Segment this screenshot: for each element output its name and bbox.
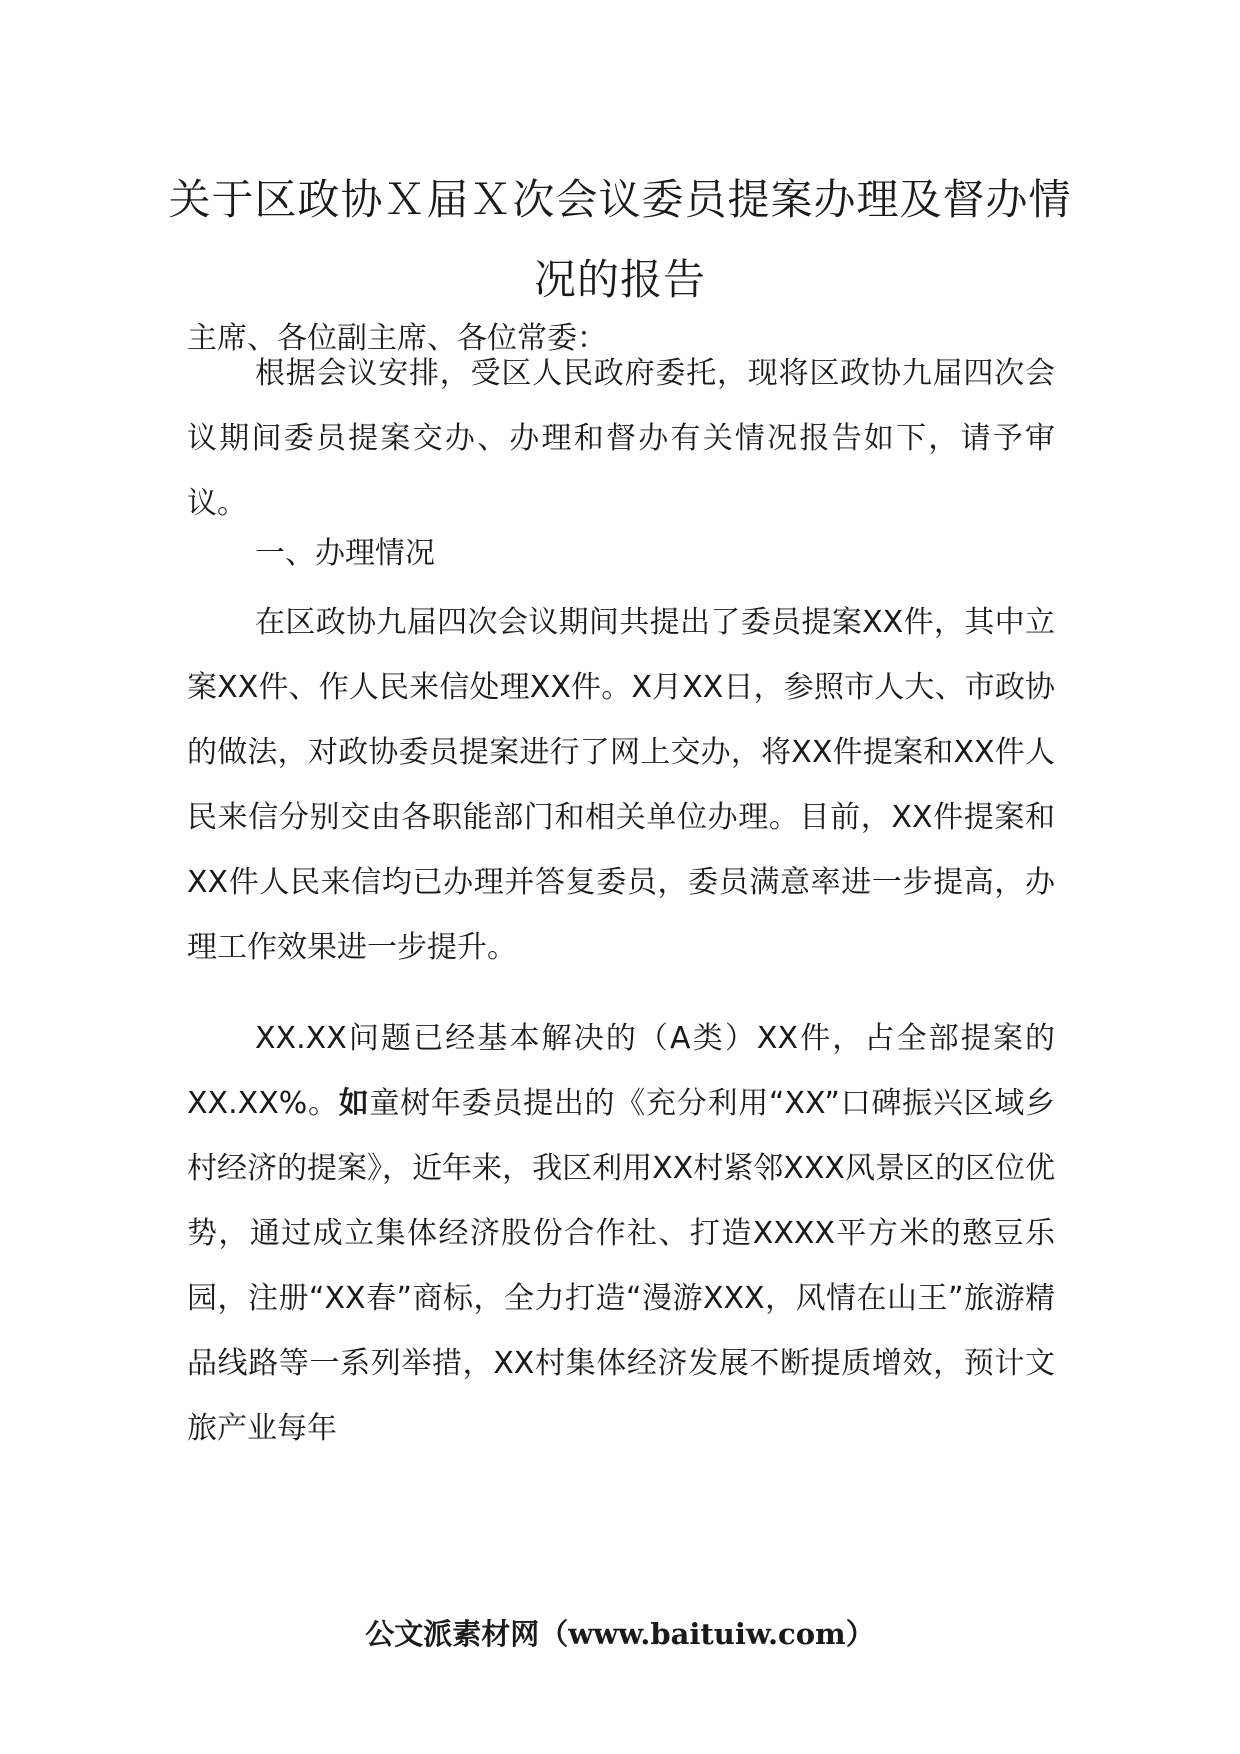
paragraph-2-start: XX.XX问题已经基本解决的（A类）XX件，占全部提案的XX.XX%。 (187, 1021, 1055, 1121)
section1-paragraph-2 (187, 1006, 1055, 1461)
document-title: 关于区政协Ｘ届Ｘ次会议委员提案办理及督办情况的报告 (168, 175, 1072, 304)
intro-paragraph: 根据会议安排，受区人民政府委托，现将区政协九届四次会议期间委员提案交办、办理和督办有关情况报告如下，请予审议。 (187, 356, 1055, 521)
footer-watermark: 公文派素材网（www.baituiw.com） (365, 1617, 875, 1651)
section1-paragraph-1: 在区政协九届四次会议期间共提出了委员提案XX件，其中立案XX件、作人民来信处理XX件。X月XX日，参照市人大、市政协的做法，对政协委员提案进行了网上交办，将XX件提案和XX件人民来信分别交由各职能部门和相关单位办理。目前，XX件提案和XX件人民来信均已办理并答复委员，委员满意率进一步提高，办理工作效果进一步提升。 (187, 605, 1055, 965)
paragraph-2-rest: 童树年委员提出的《充分利用“XX”口碑振兴区域乡村经济的提案》，近年来，我区利用XX村紧邻XXX风景区的区位优势，通过成立集体经济股份合作社、打造XXXX平方米的憨豆乐园，注册“XX春”商标，全力打造“漫游XXX，风情在山王”旅游精品线路等一系列举措，XX村集体经济发展不断提质增效，预计文旅产业每年 (187, 1086, 1056, 1446)
section-heading-1: 一、办理情况 (255, 536, 435, 571)
salutation: 主席、各位副主席、各位常委： (187, 321, 607, 356)
paragraph-2-bold-char: 如 (338, 1086, 370, 1121)
